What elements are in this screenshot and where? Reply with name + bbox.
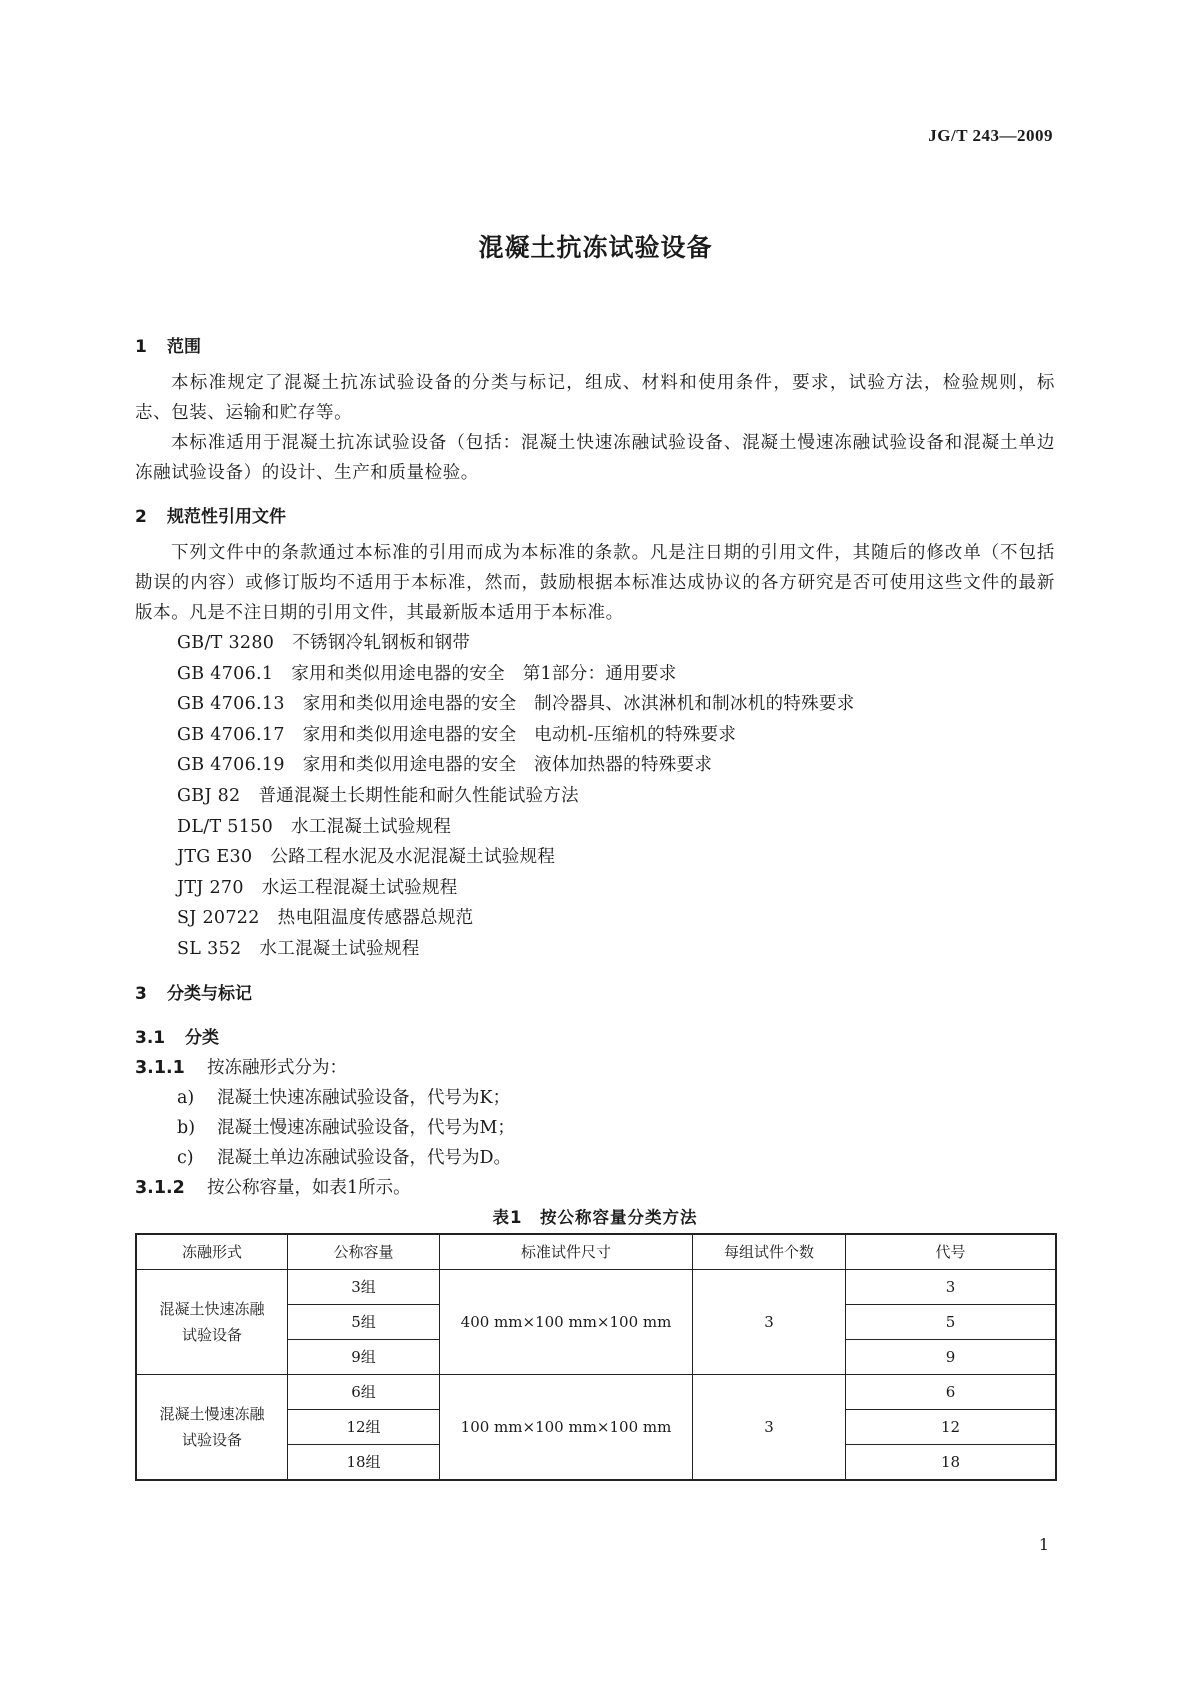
reference-item: GB 4706.19 家用和类似用途电器的安全 液体加热器的特殊要求: [177, 755, 713, 776]
clause-3-1-1: 3.1.1 按冻融形式分为：: [135, 1057, 347, 1078]
section-1-para-2: 本标准适用于混凝土抗冻试验设备（包括：混凝土快速冻融试验设备、混凝土慢速冻融试验设备和混凝土单边冻融试验设备）的设计、生产和质量检验。: [135, 433, 1055, 483]
reference-item: JTG E30 公路工程水泥及水泥混凝土试验规程: [177, 847, 556, 868]
list-item: b) 混凝土慢速冻融试验设备，代号为M；: [177, 1117, 515, 1138]
table-cell-code: 12: [846, 1409, 1057, 1444]
table-header-cell: 代号: [846, 1234, 1057, 1270]
table-cell-form: 混凝土快速冻融试验设备: [136, 1269, 288, 1374]
list-item: a) 混凝土快速冻融试验设备，代号为K；: [177, 1087, 511, 1108]
table-cell-size: 100 mm×100 mm×100 mm: [440, 1374, 693, 1480]
section-3-heading: 3 分类与标记: [135, 983, 252, 1004]
reference-item: SL 352 水工混凝土试验规程: [177, 938, 420, 959]
table-cell-code: 6: [846, 1374, 1057, 1409]
reference-item: GB 4706.17 家用和类似用途电器的安全 电动机-压缩机的特殊要求: [177, 724, 737, 745]
table-cell-capacity: 5组: [288, 1304, 440, 1339]
table-row: [136, 1374, 1056, 1409]
section-2-heading: 2 规范性引用文件: [135, 507, 286, 527]
table-cell-capacity: 9组: [288, 1339, 440, 1374]
reference-item: DL/T 5150 水工混凝土试验规程: [177, 816, 452, 837]
table-cell-capacity: 6组: [288, 1374, 440, 1409]
table-cell-code: 5: [846, 1304, 1057, 1339]
reference-item: GB 4706.1 家用和类似用途电器的安全 第1部分：通用要求: [177, 663, 677, 684]
table-cell-count: 3: [693, 1269, 846, 1374]
table-cell-code: 18: [846, 1444, 1057, 1480]
list-item: c) 混凝土单边冻融试验设备，代号为D。: [177, 1147, 512, 1168]
reference-item: GB 4706.13 家用和类似用途电器的安全 制冷器具、冰淇淋机和制冰机的特殊要求: [177, 694, 855, 715]
section-1-heading: 1 范围: [135, 337, 201, 357]
reference-item: GBJ 82 普通混凝土长期性能和耐久性能试验方法: [177, 785, 579, 806]
page-number: 1: [1038, 1535, 1049, 1554]
table-cell-capacity: 18组: [288, 1444, 440, 1480]
subsection-3-1-heading: 3.1 分类: [135, 1027, 219, 1048]
reference-item: GB/T 3280 不锈钢冷轧钢板和钢带: [177, 633, 471, 653]
table-cell-capacity: 3组: [288, 1269, 440, 1304]
table-cell-size: 400 mm×100 mm×100 mm: [440, 1269, 693, 1374]
table-cell-count: 3: [693, 1374, 846, 1480]
table-header-cell: 标准试件尺寸: [440, 1234, 693, 1270]
table-row: [136, 1269, 1056, 1304]
table-cell-code: 3: [846, 1269, 1057, 1304]
reference-item: JTJ 270 水运工程混凝土试验规程: [177, 877, 458, 898]
table-caption: 表1 按公称容量分类方法: [492, 1207, 698, 1227]
section-1-para-1: 本标准规定了混凝土抗冻试验设备的分类与标记，组成、材料和使用条件，要求，试验方法，检验规则，标志、包装、运输和贮存等。: [135, 373, 1055, 423]
standard-code: JG/T 243—2009: [928, 126, 1053, 145]
document-title: 混凝土抗冻试验设备: [478, 233, 713, 262]
classification-table: [135, 1233, 1057, 1481]
table-header-cell: 每组试件个数: [693, 1234, 846, 1270]
table-header-row: [136, 1234, 1056, 1270]
section-2-para: 下列文件中的条款通过本标准的引用而成为本标准的条款。凡是注日期的引用文件，其随后的修改单（不包括勘误的内容）或修订版均不适用于本标准，然而，鼓励根据本标准达成协议的各方研究是否可使用这些文件的最新版本。凡是不注日期的引用文件，其最新版本适用于本标准。: [135, 543, 1055, 623]
reference-item: SJ 20722 热电阻温度传感器总规范: [177, 908, 474, 929]
table-header-cell: 冻融形式: [136, 1234, 288, 1270]
table-cell-capacity: 12组: [288, 1409, 440, 1444]
clause-3-1-2: 3.1.2 按公称容量，如表1所示。: [135, 1177, 411, 1198]
table-cell-code: 9: [846, 1339, 1057, 1374]
document-body: [135, 332, 1055, 1481]
table-cell-form: 混凝土慢速冻融试验设备: [136, 1374, 288, 1480]
table-header-cell: 公称容量: [288, 1234, 440, 1270]
